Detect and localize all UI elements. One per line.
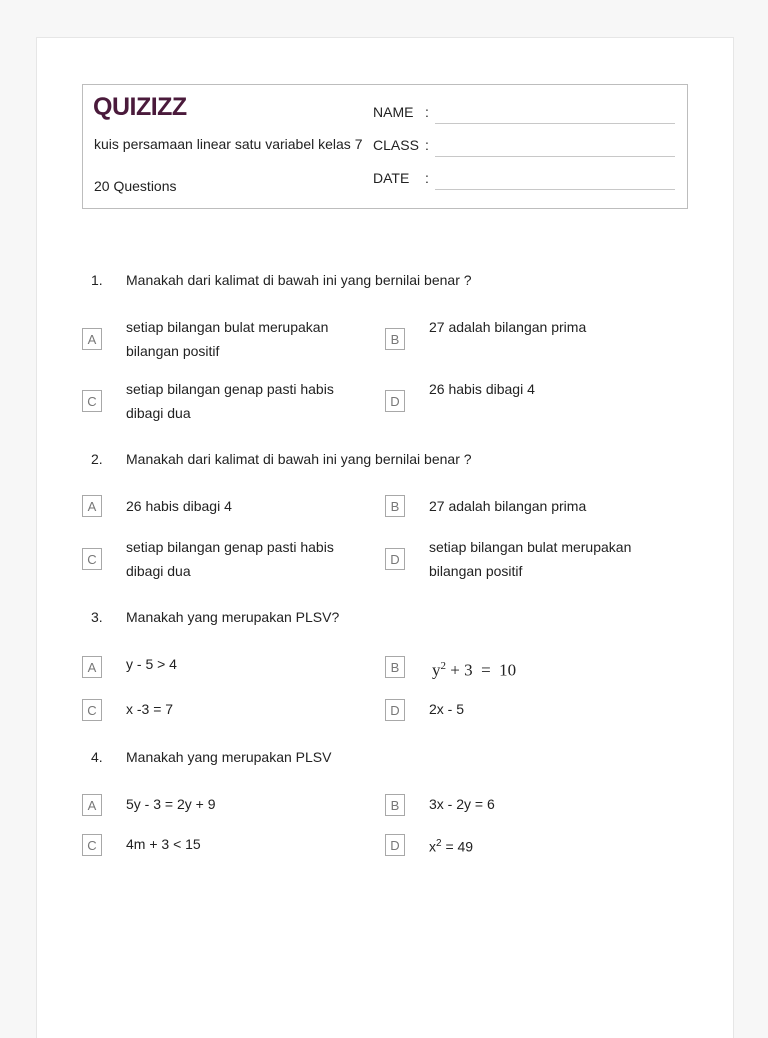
q1-option-b-text: 27 adalah bilangan prima	[429, 319, 587, 335]
q2-option-b-box[interactable]: B	[385, 495, 405, 517]
q2-option-a-box[interactable]: A	[82, 495, 102, 517]
question-3-text: Manakah yang merupakan PLSV?	[126, 609, 340, 625]
class-label: CLASS	[373, 137, 419, 153]
question-1-number: 1.	[91, 272, 103, 288]
q3-option-b-box[interactable]: B	[385, 656, 405, 678]
question-2-text: Manakah dari kalimat di bawah ini yang bernilai benar ?	[126, 451, 472, 467]
quizizz-logo: QUIZIZZ	[93, 93, 187, 121]
q1-option-b-box[interactable]: B	[385, 328, 405, 350]
q4-option-b-box[interactable]: B	[385, 794, 405, 816]
class-line[interactable]	[435, 156, 675, 157]
q2-option-d-box[interactable]: D	[385, 548, 405, 570]
q1-option-c-box[interactable]: C	[82, 390, 102, 412]
question-2-number: 2.	[91, 451, 103, 467]
q2-option-c-box[interactable]: C	[82, 548, 102, 570]
name-line[interactable]	[435, 123, 675, 124]
q3-option-a-box[interactable]: A	[82, 656, 102, 678]
quiz-title: kuis persamaan linear satu variabel kelas 7	[94, 136, 363, 152]
class-field: CLASS :	[373, 137, 429, 153]
q4-option-d-text: $x^2 = 49$	[429, 838, 474, 855]
q3-option-c-box[interactable]: C	[82, 699, 102, 721]
q4-option-d-box[interactable]: D	[385, 834, 405, 856]
name-field: NAME :	[373, 104, 429, 120]
q2-option-d-text: setiap bilangan bulat merupakan bilangan positif	[429, 539, 632, 579]
q3-option-b-equation: $y^2 + 3 = 10$	[432, 660, 517, 680]
question-4-text: Manakah yang merupakan PLSV	[126, 749, 332, 765]
question-4-number: 4.	[91, 749, 103, 765]
name-label: NAME	[373, 104, 414, 120]
date-line[interactable]	[435, 189, 675, 190]
q4-option-c-text: 4m + 3 < 15	[126, 836, 201, 852]
q1-option-a-text: setiap bilangan bulat merupakan bilangan positif	[126, 319, 329, 359]
question-3-number: 3.	[91, 609, 103, 625]
q1-option-d-box[interactable]: D	[385, 390, 405, 412]
date-label: DATE	[373, 170, 410, 186]
q3-option-d-box[interactable]: D	[385, 699, 405, 721]
q1-option-c-text: setiap bilangan genap pasti habis dibagi dua	[126, 381, 334, 421]
q4-option-b-text: 3x - 2y = 6	[429, 796, 495, 812]
q4-option-c-box[interactable]: C	[82, 834, 102, 856]
date-field: DATE :	[373, 170, 429, 186]
q3-option-d-text: 2x - 5	[429, 701, 465, 717]
q2-option-a-text: 26 habis dibagi 4	[126, 498, 232, 514]
q4-option-a-box[interactable]: A	[82, 794, 102, 816]
q1-option-a-box[interactable]: A	[82, 328, 102, 350]
q4-option-a-text: 5y - 3 = 2y + 9	[126, 796, 216, 812]
q2-option-b-text: 27 adalah bilangan prima	[429, 498, 587, 514]
q2-option-c-text: setiap bilangan genap pasti habis dibagi dua	[126, 539, 334, 579]
question-count: 20 Questions	[94, 178, 177, 194]
q3-option-c-text: x -3 = 7	[126, 701, 174, 717]
q1-option-d-text: 26 habis dibagi 4	[429, 381, 535, 397]
question-1-text: Manakah dari kalimat di bawah ini yang bernilai benar ?	[126, 272, 472, 288]
q3-option-a-text: y - 5 > 4	[126, 656, 177, 672]
header-box	[82, 84, 688, 209]
